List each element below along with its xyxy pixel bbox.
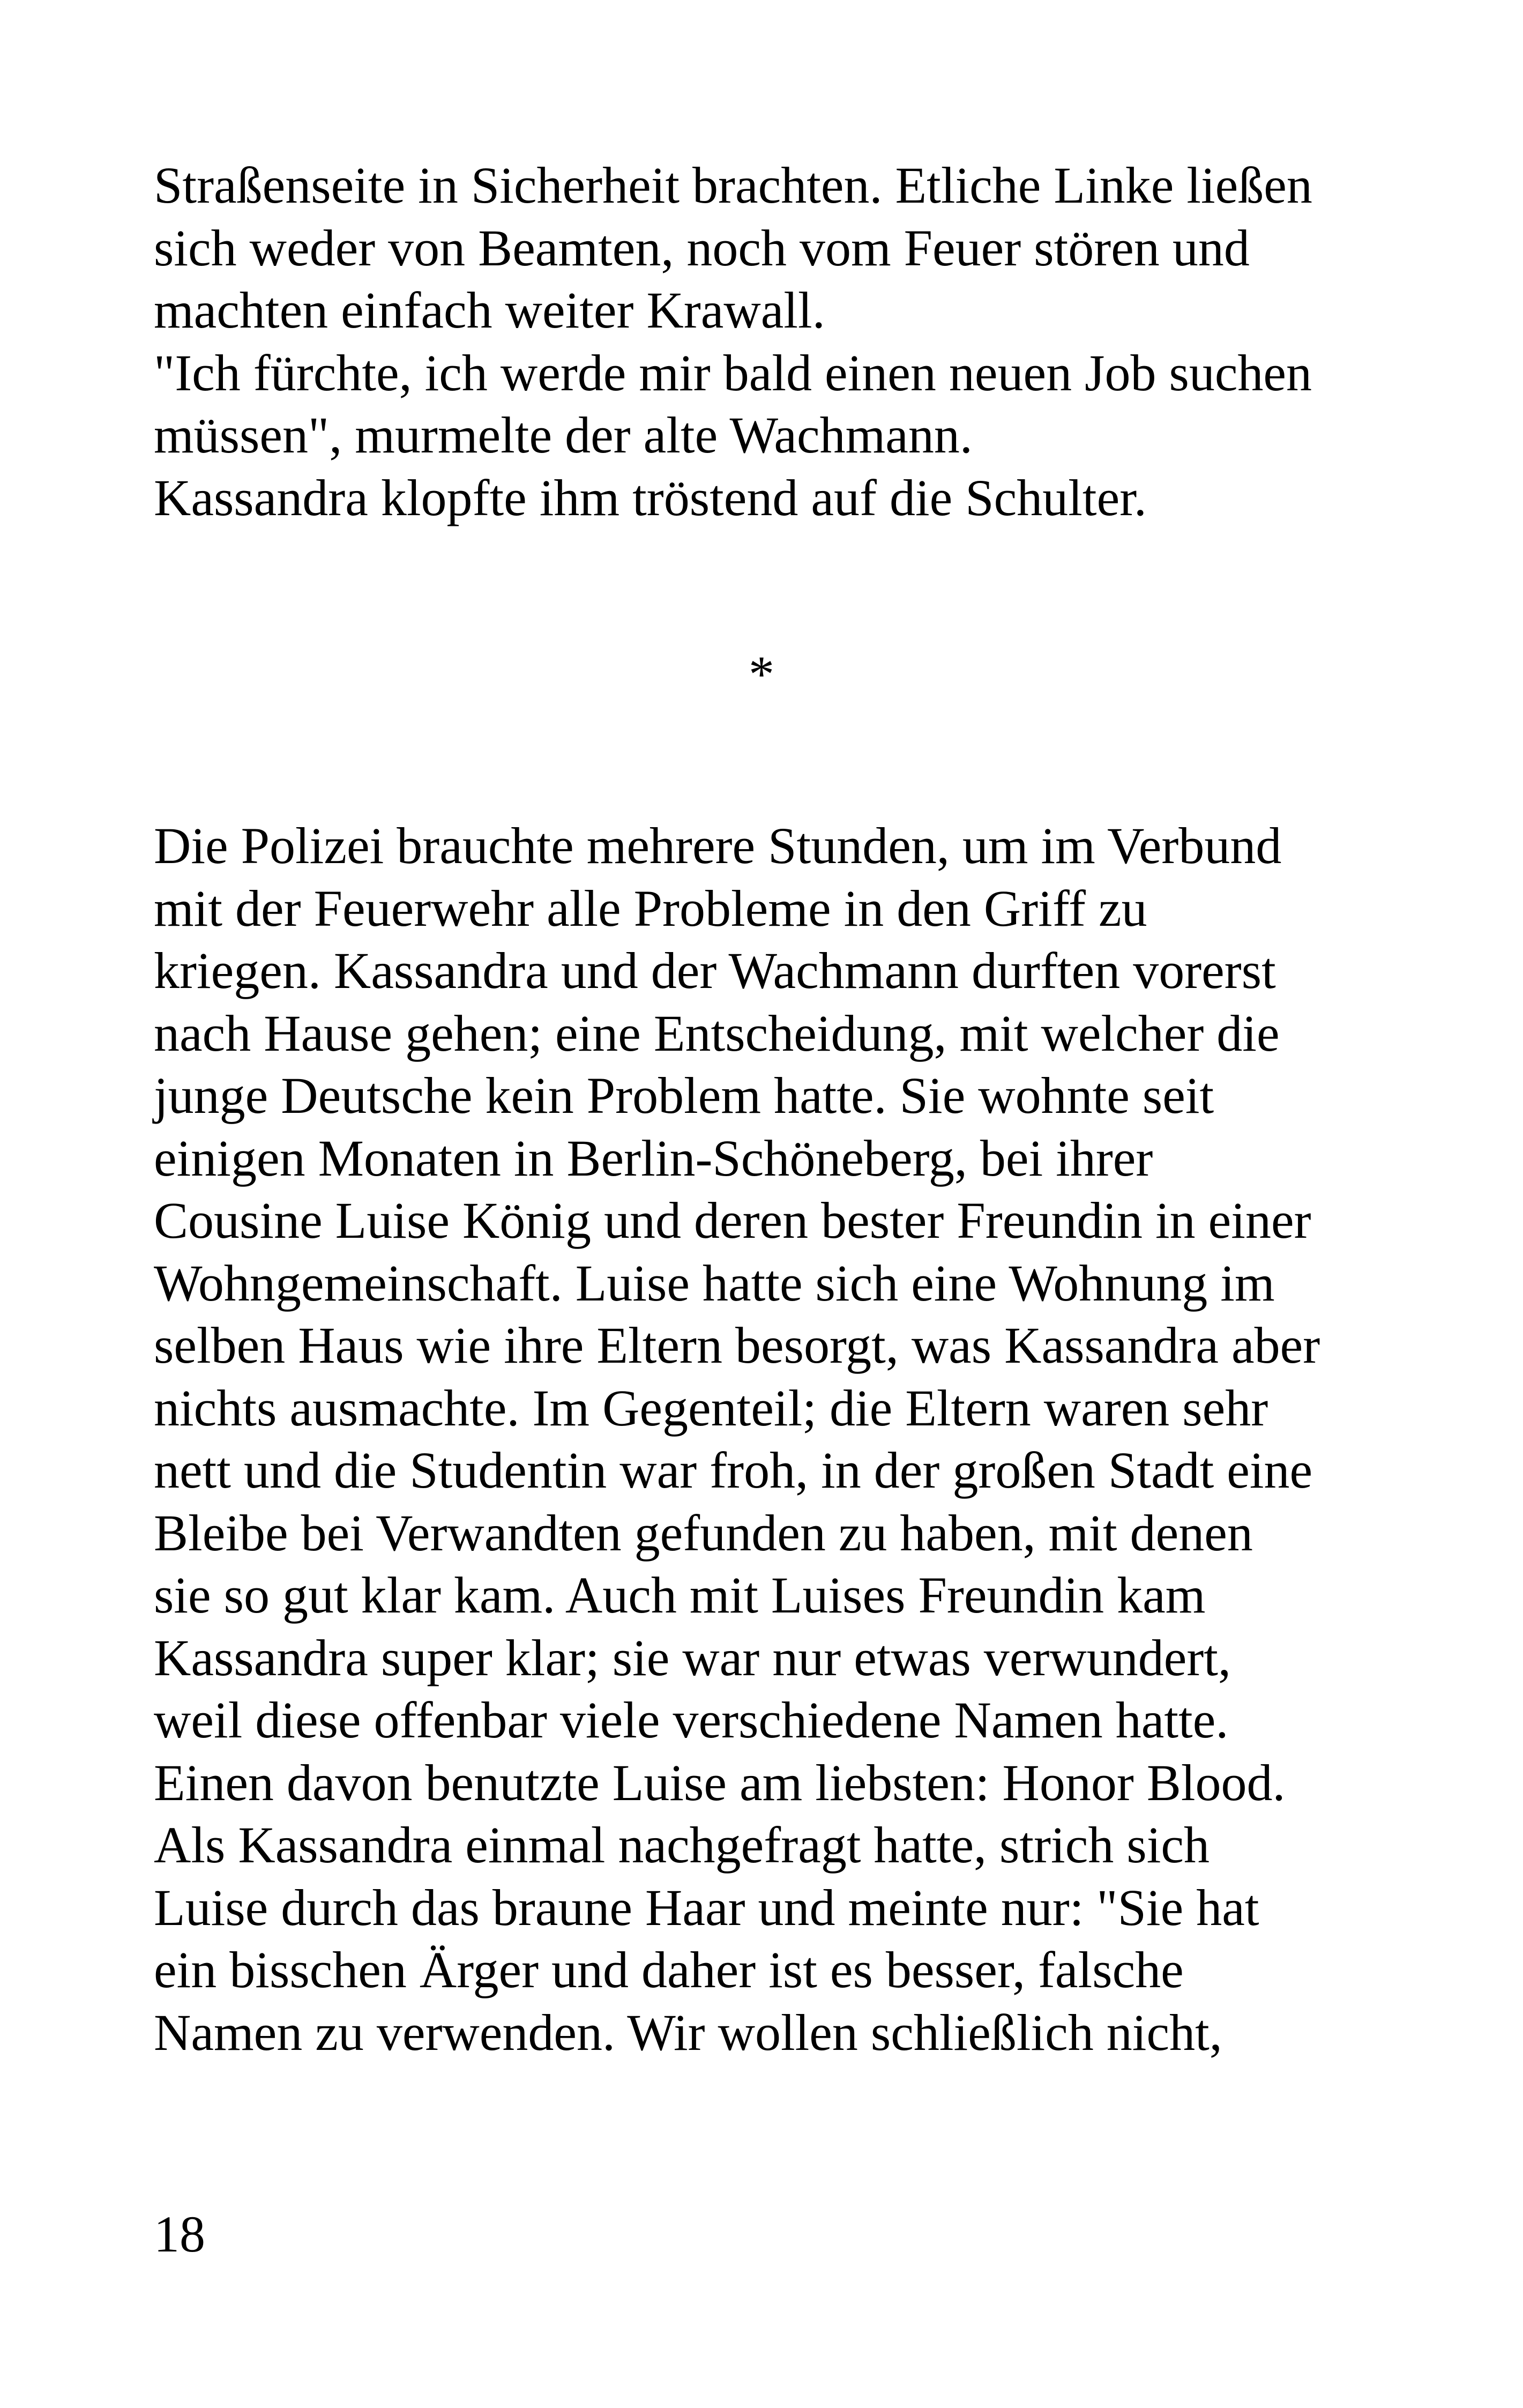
asterisk-separator: * bbox=[749, 645, 774, 703]
text-line: Namen zu verwenden. Wir wollen schließlich nicht, bbox=[154, 2003, 1222, 2061]
text-line: Straßenseite in Sicherheit brachten. Etliche Linke ließen bbox=[154, 157, 1312, 214]
text-line: nichts ausmachte. Im Gegenteil; die Eltern waren sehr bbox=[154, 1379, 1268, 1437]
text-line: Luise durch das braune Haar und meinte nur: "Sie hat bbox=[154, 1878, 1259, 1936]
text-line: einigen Monaten in Berlin-Schöneberg, bei ihrer bbox=[154, 1129, 1153, 1187]
text-line: "Ich fürchte, ich werde mir bald einen neuen Job suchen bbox=[154, 344, 1312, 402]
text-line: nett und die Studentin war froh, in der großen Stadt eine bbox=[154, 1441, 1313, 1499]
paragraph-main bbox=[154, 815, 1386, 2064]
paragraph-top bbox=[154, 154, 1386, 529]
section-separator bbox=[0, 643, 1523, 705]
text-line: Bleibe bei Verwandten gefunden zu haben, mit denen bbox=[154, 1504, 1253, 1562]
page-number: 18 bbox=[154, 2205, 205, 2263]
text-line: junge Deutsche kein Problem hatte. Sie wohnte seit bbox=[154, 1067, 1214, 1124]
text-line: weil diese offenbar viele verschiedene Namen hatte. bbox=[154, 1691, 1229, 1749]
text-line: sie so gut klar kam. Auch mit Luises Freundin kam bbox=[154, 1566, 1206, 1624]
text-line: sich weder von Beamten, noch vom Feuer stören und bbox=[154, 219, 1250, 277]
text-line: Als Kassandra einmal nachgefragt hatte, strich sich bbox=[154, 1816, 1210, 1874]
text-line: Kassandra super klar; sie war nur etwas verwundert, bbox=[154, 1629, 1231, 1686]
text-line: Cousine Luise König und deren bester Freundin in einer bbox=[154, 1192, 1311, 1249]
text-line: machten einfach weiter Krawall. bbox=[154, 281, 825, 339]
text-line: Wohngemeinschaft. Luise hatte sich eine Wohnung im bbox=[154, 1254, 1275, 1312]
text-line: mit der Feuerwehr alle Probleme in den Griff zu bbox=[154, 879, 1147, 937]
text-line: selben Haus wie ihre Eltern besorgt, was Kassandra aber bbox=[154, 1317, 1320, 1374]
text-line: Kassandra klopfte ihm tröstend auf die Schulter. bbox=[154, 469, 1147, 526]
text-line: müssen", murmelte der alte Wachmann. bbox=[154, 406, 973, 464]
text-line: ein bisschen Ärger und daher ist es besser, falsche bbox=[154, 1941, 1184, 1998]
text-line: kriegen. Kassandra und der Wachmann durften vorerst bbox=[154, 942, 1276, 999]
text-line: Einen davon benutzte Luise am liebsten: Honor Blood. bbox=[154, 1753, 1286, 1811]
text-line: nach Hause gehen; eine Entscheidung, mit welcher die bbox=[154, 1004, 1280, 1062]
text-line: Die Polizei brauchte mehrere Stunden, um im Verbund bbox=[154, 817, 1282, 874]
